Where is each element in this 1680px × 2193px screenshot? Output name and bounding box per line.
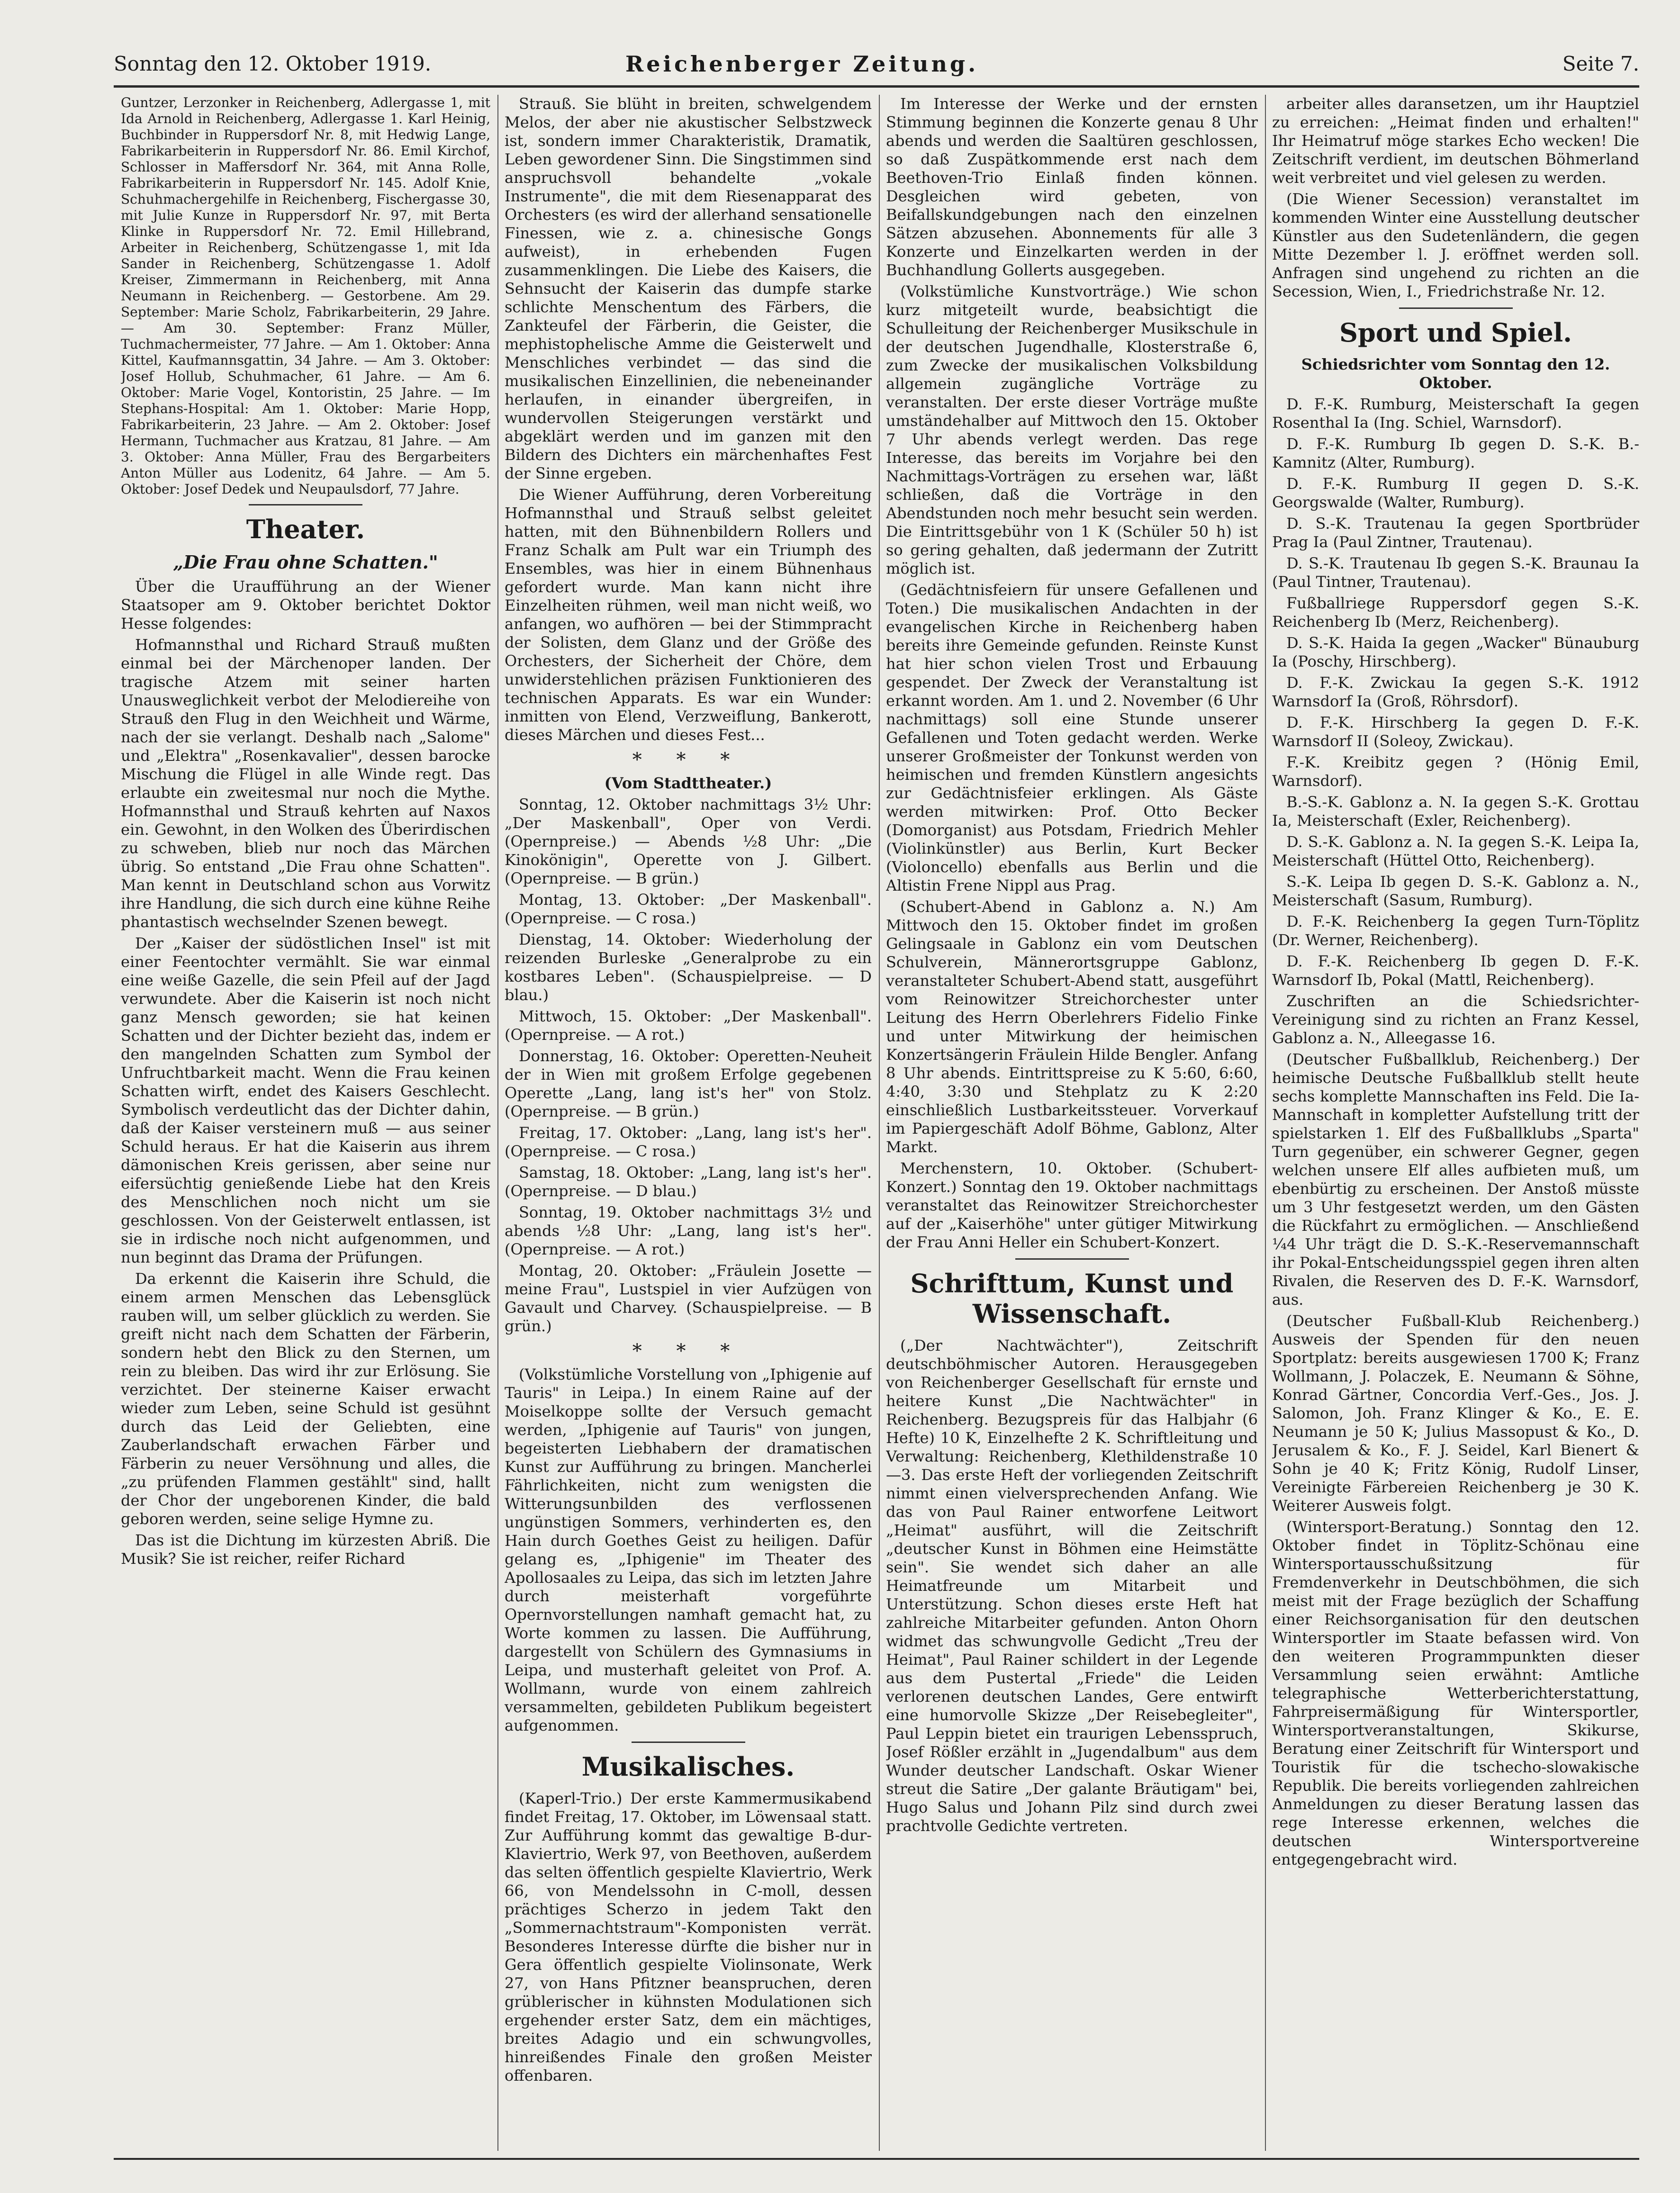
article-paragraph: Über die Uraufführung an der Wiener Staatsoper am 9. Oktober berichtet Doktor Hesse folgendes: [121,578,490,632]
article-paragraph: (Deutscher Fußball-Klub Reichenberg.) Ausweis der Spenden für den neuen Sportplatz: bereits ausgewiesen 1700 K; Franz Wollmann, J. Polaczek, E. Neumann & Söhne, Konrad Gärtner, Concordia Verf.-Ges., Jos. J. Salomon, Joh. Franz Klinger & Ko., E. E. Neumann je 50 K; Julius Massopust & Ko., D. Jerusalem & Ko., F. J. Seidel, Karl Bienert & Sohn je 40 K; Fritz König, Rudolf Linser, Vereinigte Färbereien Reichenberg je 30 K. Weiterer Ausweis folgt. [1272,1312,1639,1515]
match-entry: D. S.-K. Trautenau Ib gegen S.-K. Braunau Ia (Paul Tintner, Trautenau). [1272,554,1639,591]
ornament-stars: * * * [632,1340,744,1362]
match-entry: D. S.-K. Gablonz a. N. Ia gegen S.-K. Leipa Ia, Meisterschaft (Hüttel Otto, Reichenberg). [1272,833,1639,869]
article-paragraph: (Die Wiener Secession) veranstaltet im kommenden Winter eine Ausstellung deutscher Künstler aus den Sudetenländern, die gegen Mitte Dezember l. J. eröffnet werden soll. Anfragen sind ungehend zu richten an die Secession, Wien, I., Friedrichstraße Nr. 12. [1272,190,1639,300]
program-entry: Freitag, 17. Oktober: „Lang, lang ist's her". (Opernpreise. — C rosa.) [505,1124,872,1160]
issue-date: Sonntag den 12. Oktober 1919. [114,52,432,75]
match-entry: D. F.-K. Rumburg Ib gegen D. S.-K. B.-Kamnitz (Alter, Rumburg). [1272,435,1639,471]
program-entry: Samstag, 18. Oktober: „Lang, lang ist's her". (Opernpreise. — D blau.) [505,1164,872,1200]
article-paragraph: (Volkstümliche Vorstellung von „Iphigenie auf Tauris" in Leipa.) In einem Raine auf der Moiselkoppe sollte der Versuch gemacht werden, „Iphigenie auf Tauris" von jungen, begeisterten Liebhabern der dramatischen Kunst zur Aufführung zu bringen. Mancherlei Fährlichkeiten, nicht zum wenigsten die Witterungsunbilden des verflossenen ungünstigen Sommers, verhinderten es, den Hain durch Goethes Geist zu heiligen. Dafür gelang es, „Iphigenie" im Theater des Apollosaales zu Leipa, das sich im letzten Jahre durch meisterhaft vorgeführte Opernvorstellungen namhaft gemacht hat, zu Worte kommen zu lassen. Die Aufführung, dargestellt von Schülern des Gymnasiums in Leipa, und musterhaft geleitet von Prof. A. Wollmann, wurde von einem zahlreich versammelten, gebildeten Publikum begeistert aufgenommen. [505,1365,872,1734]
column-divider [497,95,498,2151]
article-paragraph: (Volkstümliche Kunstvorträge.) Wie schon kurz mitgeteilt wurde, beabsichtigt die Schulleitung der Reichenberger Musikschule in der deutschen Jugendhalle, Klosterstraße 6, zum Zwecke der musikalischen Volksbildung allgemein zugängliche Vorträge zu veranstalten. Der erste dieser Vorträge mußte umständehalber auf Mittwoch den 15. Oktober 7 Uhr abends verlegt werden. Das rege Interesse, das bereits im Vorjahre bei den Nachmittags-Vorträgen zu ersehen war, läßt schließen, daß die Vorträge in den Abendstunden noch mehr besucht sein werden. Die Eintrittsgebühr von 1 K (Schüler 50 h) ist so gering gehalten, daß jedermann der Zutritt möglich ist. [886,282,1258,578]
article-paragraph: (Wintersport-Beratung.) Sonntag den 12. Oktober findet in Töplitz-Schönau eine Wintersportausschußsitzung für Fremdenverkehr in Deutschböhmen, die sich meist mit der Frage bezüglich der Schaffung einer Reichsorganisation für den deutschen Wintersportler im Staate befassen wird. Von den weiteren Programmpunkten dieser Versammlung seien erwähnt: Amtliche telegraphische Wetterberichterstattung, Fahrpreisermäßigung für Wintersportler, Wintersportveranstaltungen, Skikurse, Beratung einer Zeitschrift für Wintersport und Touristik für die tschecho-slowakische Republik. Die bereits vorliegenden zahlreichen Anmeldungen zu dieser Beratung lassen das rege Interesse erkennen, welches die deutschen Wintersportvereine entgegengebracht wird. [1272,1518,1639,1868]
match-entry: D. F.-K. Rumburg, Meisterschaft Ia gegen Rosenthal Ia (Ing. Schiel, Warnsdorf). [1272,395,1639,432]
footer-rule [114,2158,1639,2160]
program-entry: Sonntag, 12. Oktober nachmittags 3½ Uhr: „Der Maskenball", Oper von Verdi. (Opernpreise.) — Abends ½8 Uhr: „Die Kinokönigin", Operette von J. Gilbert. (Opernpreise. — B grün.) [505,795,872,887]
column-1 [121,95,490,2151]
match-entry: F.-K. Kreibitz gegen ? (Hönig Emil, Warnsdorf). [1272,753,1639,790]
article-paragraph: Das ist die Dichtung im kürzesten Abriß. Die Musik? Sie ist reicher, reifer Richard [121,1531,490,1568]
match-entry: D. F.-K. Hirschberg Ia gegen D. F.-K. Warnsdorf II (Soleoy, Zwickau). [1272,713,1639,750]
article-paragraph: Merchenstern, 10. Oktober. (Schubert-Konzert.) Sonntag den 19. Oktober nachmittags veranstaltet das Reinowitzer Streichorchester auf der „Kaiserhöhe" unter gütiger Mitwirkung der Frau Anni Heller ein Schubert-Konzert. [886,1159,1258,1251]
section-divider [1015,1258,1129,1260]
match-entry: D. F.-K. Reichenberg Ia gegen Turn-Töplitz (Dr. Werner, Reichenberg). [1272,912,1639,949]
article-paragraph: (Kaperl-Trio.) Der erste Kammermusikabend findet Freitag, 17. Oktober, im Löwensaal statt. Zur Aufführung kommt das gewaltige B-dur-Klaviertrio, Werk 97, von Beethoven, außerdem das selten öffentlich gespielte Klaviertrio, Werk 66, von Mendelssohn in C-moll, dessen prächtiges Scherzo in jedem Takt den „Sommernachtstraum"-Komponisten verrät. Besonderes Interesse dürfte die bisher nur in Gera öffentlich gespielte Violinsonate, Werk 27, von Hans Pfitzner beanspruchen, deren grüblerischer in kühnsten Modulationen sich ergehender erster Satz, dem ein mächtiges, breites Adagio und ein schwungvolles, hinreißendes Finale den großen Meister offenbaren. [505,1789,872,2085]
ornament-stars: * * * [632,749,744,771]
section-divider [249,504,362,505]
newspaper-title: Reichenberger Zeitung. [625,51,979,77]
program-entry: Montag, 20. Oktober: „Fräulein Josette — meine Frau", Lustspiel in vier Aufzügen von Gavault und Charvey. (Schauspielpreise. — B grün.) [505,1262,872,1335]
article-paragraph: Zuschriften an die Schiedsrichter-Vereinigung sind zu richten an Franz Kessel, Gablonz a. N., Alleegasse 16. [1272,992,1639,1047]
page-header [114,47,1639,81]
program-entry: Sonntag, 19. Oktober nachmittags 3½ und abends ½8 Uhr: „Lang, lang ist's her". (Opernpreise. — A rot.) [505,1203,872,1258]
article-paragraph: (Schubert-Abend in Gablonz a. N.) Am Mittwoch den 15. Oktober findet im großen Gelingsaale in Gablonz ein vom Deutschen Schulverein, Männerortsgruppe Gablonz, veranstalteter Schubert-Abend statt, ausgeführt vom Reinowitzer Streichorchester unter Leitung des Herrn Oberlehrers Fidelio Finke und unter Mitwirkung der heimischen Konzertsängerin Fräulein Hilde Bengler. Anfang 8 Uhr abends. Eintrittspreise zu K 5:60, 6:60, 4:40, 3:30 und Stehplatz zu K 2:20 einschließlich Lustbarkeitssteuer. Vorverkauf im Papiergeschäft Adolf Böhme, Gablonz, Alter Markt. [886,898,1258,1156]
article-paragraph: arbeiter alles daransetzen, um ihr Hauptziel zu erreichen: „Heimat finden und erhalten!" Ihr Heimatruf möge starkes Echo wecken! Die Zeitschrift verdient, im deutschen Böhmerland weit verbreitet und viel gelesen zu werden. [1272,95,1639,187]
section-divider [1399,307,1513,309]
column-divider [1265,95,1266,2151]
referee-heading: Schiedsrichter vom Sonntag den 12. Oktober. [1301,355,1610,392]
column-divider [879,95,880,2151]
article-paragraph: Der „Kaiser der südöstlichen Insel" ist mit einer Feentochter vermählt. Sie war einmal eine weiße Gazelle, die sein Pfeil auf der Jagd verwundete. Aber die Kaiserin ist noch nicht ganz Mensch geworden; sie hat keinen Schatten und der Dichter bezieht das, indem er den mangelnden Schatten zum Symbol der Unfruchtbarkeit macht. Wenn die Frau keinen Schatten wirft, endet des Kaisers Geschlecht. Symbolisch verdeutlicht das der Dichter dahin, daß der Kaiser versteinern muß — aus seiner Schuld heraus. Er hat die Kaiserin aus ihrem dämonischen Kreis gerissen, aber seine nur eifersüchtig genießende Liebe hat den Kreis des Menschlichen noch nicht um sie geschlossen. Von der Geisterwelt entlassen, ist sie in irdische noch nicht aufgenommen, und nun beginnt das Drama der Prüfungen. [121,934,490,1266]
match-entry: B.-S.-K. Gablonz a. N. Ia gegen S.-K. Grottau Ia, Meisterschaft (Exler, Reichenberg). [1272,793,1639,830]
section-divider [632,1742,745,1743]
civil-register: Guntzer, Lerzonker in Reichenberg, Adlergasse 1, mit Ida Arnold in Reichenberg, Adlergasse 1. Karl Heinig, Buchbinder in Ruppersdorf Nr. 8, mit Hedwig Lange, Fabrikarbeiterin in Ruppersdorf Nr. 86. Emil Kirchof, Schlosser in Maffersdorf Nr. 364, mit Anna Rolle, Fabrikarbeiterin in Ruppersdorf Nr. 145. Adolf Knie, Schuhmachergehilfe in Reichenberg, Fischergasse 30, mit Julie Kunze in Ruppersdorf Nr. 97, mit Berta Klinke in Ruppersdorf Nr. 72. Emil Hillebrand, Arbeiter in Reichenberg, Schützengasse 1, mit Ida Sander in Reichenberg, Schützengasse 1. Adolf Kreiser, Zimmermann in Reichenberg, mit Anna Neumann in Reichenberg. — Gestorbene. Am 29. September: Marie Scholz, Fabrikarbeiterin, 29 Jahre. — Am 30. September: Franz Müller, Tuchmachermeister, 77 Jahre. — Am 1. Oktober: Anna Kittel, Kaufmannsgattin, 34 Jahre. — Am 3. Oktober: Josef Hollub, Schuhmacher, 61 Jahre. — Am 6. Oktober: Marie Vogel, Kontoristin, 25 Jahre. — Im Stephans-Hospital: Am 1. Oktober: Marie Hopp, Fabrikarbeiterin, 23 Jahre. — Am 2. Oktober: Josef Hermann, Tuchmacher aus Kratzau, 81 Jahre. — Am 3. Oktober: Anna Müller, Frau des Bergarbeiters Anton Müller aus Lodenitz, 64 Jahre. — Am 5. Oktober: Josef Dedek und Neupaulsdorf, 77 Jahre. [121,95,490,497]
match-entry: S.-K. Leipa Ib gegen D. S.-K. Gablonz a. N., Meisterschaft (Sasum, Rumburg). [1272,873,1639,909]
article-paragraph: („Der Nachtwächter"), Zeitschrift deutschböhmischer Autoren. Herausgegeben von Reichenberger Gesellschaft für ernste und heitere Kunst „Die Nachtwächter" in Reichenberg. Bezugspreis für das Halbjahr (6 Hefte) 10 K, Einzelhefte 2 K. Schriftleitung und Verwaltung: Reichenberg, Klethildenstraße 10—3. Das erste Heft der vorliegenden Zeitschrift nimmt einen vielversprechenden Anfang. Wie das von Paul Rainer entworfene Leitwort „Heimat" ausführt, will die Zeitschrift „deutscher Kunst in Böhmen eine Heimstätte sein". Sie wendet sich daher an alle Heimatfreunde um Mitarbeit und Unterstützung. Schon dieses erste Heft hat zahlreiche Mitarbeiter gefunden. Anton Ohorn widmet das schwungvolle Gedicht „Treu der Heimat", Paul Rainer schildert in der Legende aus dem Pustertal „Friede" die Leiden verlorenen deutschen Landes, Gere entwirft eine humorvolle Skizze „Der Reisebegleiter", Paul Leppin bietet ein traurigen Lebensspruch, Josef Rößler erzählt in „Jugendalbum" aus dem Wunder deutscher Landschaft. Oskar Wiener streut die Satire „Der galante Bräutigam" bei, Hugo Salus und Johann Pilz sind durch zwei prachtvolle Gedichte vertreten. [886,1336,1258,1835]
match-entry: D. F.-K. Zwickau Ia gegen S.-K. 1912 Warnsdorf Ia (Groß, Röhrsdorf). [1272,674,1639,710]
column-3 [886,95,1258,2151]
section-title-schrifttum: Schrifttum, Kunst und Wissenschaft. [910,1268,1234,1329]
article-paragraph: Die Wiener Aufführung, deren Vorbereitung Hofmannsthal und Strauß selbst geleitet hatten, mit den Bühnenbildern Rollers und Franz Schalk am Pult war ein Triumph des Ensembles, was hier in einem Bühnenhaus gefordert wurde. Man kann nicht ihre Einzelheiten rühmen, weil man nicht weiß, wo anfangen, wo aufhören — bei der Stimmpracht der Solisten, dem Glanz und der Größe des Orchesters, der Sicherheit der Chöre, dem unwiderstehlichen präzisen Funktionieren des technischen Apparats. Es war ein Wunder: inmitten von Elend, Verzweiflung, Bankerott, dieses Märchen und dieses Fest... [505,486,872,744]
match-entry: D. F.-K. Reichenberg Ib gegen D. F.-K. Warnsdorf Ib, Pokal (Mattl, Reichenberg). [1272,952,1639,989]
article-paragraph: Hofmannsthal und Richard Strauß mußten einmal bei der Märchenoper landen. Der tragische Atzem mit seiner harten Unausweglichkeit verbot der Melodiereihe von Strauß den Flug in den Weichheit und Wärme, nach der sie verlangt. Deshalb nach „Salome" und „Elektra" „Rosenkavalier", dessen barocke Mischung die Flügel in alle Winde regt. Das erlaubte ein zweitesmal nur noch die Mythe. Hofmannsthal und Strauß kehrten auf Naxos ein. Gewohnt, in den Wolken des Überirdischen zu schweben, blieb nur noch das Märchen übrig. So entstand „Die Frau ohne Schatten". Man kennt in Deutschland schon aus Vorwitz ihre Handlung, die sich durch eine kühne Reihe phantastisch wechselnder Szenen bewegt. [121,636,490,931]
match-entry: D. S.-K. Haida Ia gegen „Wacker" Bünauburg Ia (Poschy, Hirschberg). [1272,634,1639,670]
page-number: Seite 7. [1562,52,1639,75]
program-entry: Mittwoch, 15. Oktober: „Der Maskenball". (Opernpreise. — A rot.) [505,1007,872,1044]
header-rule [114,85,1639,88]
article-paragraph: (Gedächtnisfeiern für unsere Gefallenen und Toten.) Die musikalischen Andachten in der evangelischen Kirche in Reichenberg haben bereits ihre Gemeinde gefunden. Reinste Kunst hat hier schon vielen Trost und Erbauung gespendet. Der Zweck der Veranstaltung ist erkannt worden. Am 1. und 2. November (6 Uhr nachmittags) soll eine Stunde unserer Gefallenen und Toten gedacht werden. Werke unserer Großmeister der Tonkunst werden von heimischen und fremden Künstlern angesichts zur Gedächtnisfeier erklingen. Als Gäste werden mitwirken: Prof. Otto Becker (Domorganist) aus Potsdam, Friedrich Mehler (Violinkünstler) aus Berlin, Kurt Becker (Violoncello) ebenfalls aus Berlin und die Altistin Frene Nippl aus Prag. [886,581,1258,894]
match-entry: Fußballriege Ruppersdorf gegen S.-K. Reichenberg Ib (Merz, Reichenberg). [1272,594,1639,631]
program-entry: Dienstag, 14. Oktober: Wiederholung der reizenden Burleske „Generalprobe zu ein kostbares Leben". (Schauspielpreise. — D blau.) [505,930,872,1004]
column-2 [505,95,872,2151]
article-paragraph: (Deutscher Fußballklub, Reichenberg.) Der heimische Deutsche Fußballklub stellt heute sechs komplette Mannschaften ins Feld. Die Ia-Mannschaft in kompletter Aufstellung tritt der spielstarken 1. Elf des Fußballklubs „Sparta" Turn gegenüber, ein schwerer Gegner, gegen welchen unsere Elf alles aufbieten muß, um ebenbürtig zu erscheinen. Der Anstoß müsste um 3 Uhr festgesetzt werden, um den Gästen die Rückfahrt zu ermöglichen. — Anschließend ¼4 Uhr trägt die D. S.-K.-Reservemannschaft ihr Pokal-Entscheidungsspiel gegen ihren alten Rivalen, die Reserven des D. F.-K. Warnsdorf, aus. [1272,1050,1639,1309]
section-title-theater: Theater. [246,514,365,544]
column-4 [1272,95,1639,2151]
article-title: „Die Frau ohne Schatten." [173,551,438,573]
match-entry: D. S.-K. Trautenau Ia gegen Sportbrüder Prag Ia (Paul Zintner, Trautenau). [1272,514,1639,551]
section-title-sport: Sport und Spiel. [1339,317,1572,348]
article-paragraph: Da erkennt die Kaiserin ihre Schuld, die einem armen Menschen das Lebensglück rauben will, um selber glücklich zu werden. Sie greift nicht nach dem Schatten der Färberin, sondern hebt den Blick zu den Sternen, um rein zu bleiben. Das wird ihr zur Erlösung. Sie verzichtet. Der steinerne Kaiser erwacht wieder zum Leben, seine Schuld ist gesühnt durch das Leid der Geliebten, eine Zauberlandschaft erwachen Färber und Färberin zu neuer Versöhnung und alles, die „zu prüfenden Flammen gestählt" sind, hallt der Chor der ungeborenen Kinder, die bald geboren werden, seine selige Hymne zu. [121,1270,490,1528]
match-entry: D. F.-K. Rumburg II gegen D. S.-K. Georgswalde (Walter, Rumburg). [1272,475,1639,511]
section-title-musik: Musikalisches. [581,1751,795,1782]
program-entry: Montag, 13. Oktober: „Der Maskenball". (Opernpreise. — C rosa.) [505,891,872,927]
article-paragraph: Strauß. Sie blüht in breiten, schwelgendem Melos, der aber nie akustischer Selbstzweck ist, sondern immer Charakteristik, Dramatik, Leben gewordener Sinn. Die Singstimmen sind anspruchsvoll behandelte „vokale Instrumente", die mit dem Riesenapparat des Orchesters (es wird der allerhand sensationelle Finessen, wie z. a. chinesische Gongs aufweist), in erhebenden Fugen zusammenklingen. Die Liebe des Kaisers, die Sehnsucht der Kaiserin das dumpfe starke schlichte Menschentum des Färbers, die Zankteufel der Färberin, die Geister, die mephistophelische Amme die Geisterwelt und Menschliches verbindet — das sind die musikalischen Einzellinien, die nebeneinander herlaufen, in einander übergreifen, in wundervollen Steigerungen verstärkt und abgeklärt werden und im ganzen mit den Bildern des Dichters ein märchenhaftes Fest der Sinne ergeben. [505,95,872,482]
program-entry: Donnerstag, 16. Oktober: Operetten-Neuheit der in Wien mit großem Erfolge gegebenen Operette „Lang, lang ist's her" von Stolz. (Opernpreise. — B grün.) [505,1047,872,1120]
article-paragraph: Im Interesse der Werke und der ernsten Stimmung beginnen die Konzerte genau 8 Uhr abends und werden die Saaltüren geschlossen, so daß Zuspätkommende erst nach dem Beethoven-Trio Einlaß finden können. Desgleichen wird gebeten, von Beifallskundgebungen nach den einzelnen Sätzen abzusehen. Abonnements für alle 3 Konzerte und Einzelkarten werden in der Buchhandlung Gollerts ausgegeben. [886,95,1258,279]
stadttheater-heading: (Vom Stadttheater.) [604,774,772,792]
